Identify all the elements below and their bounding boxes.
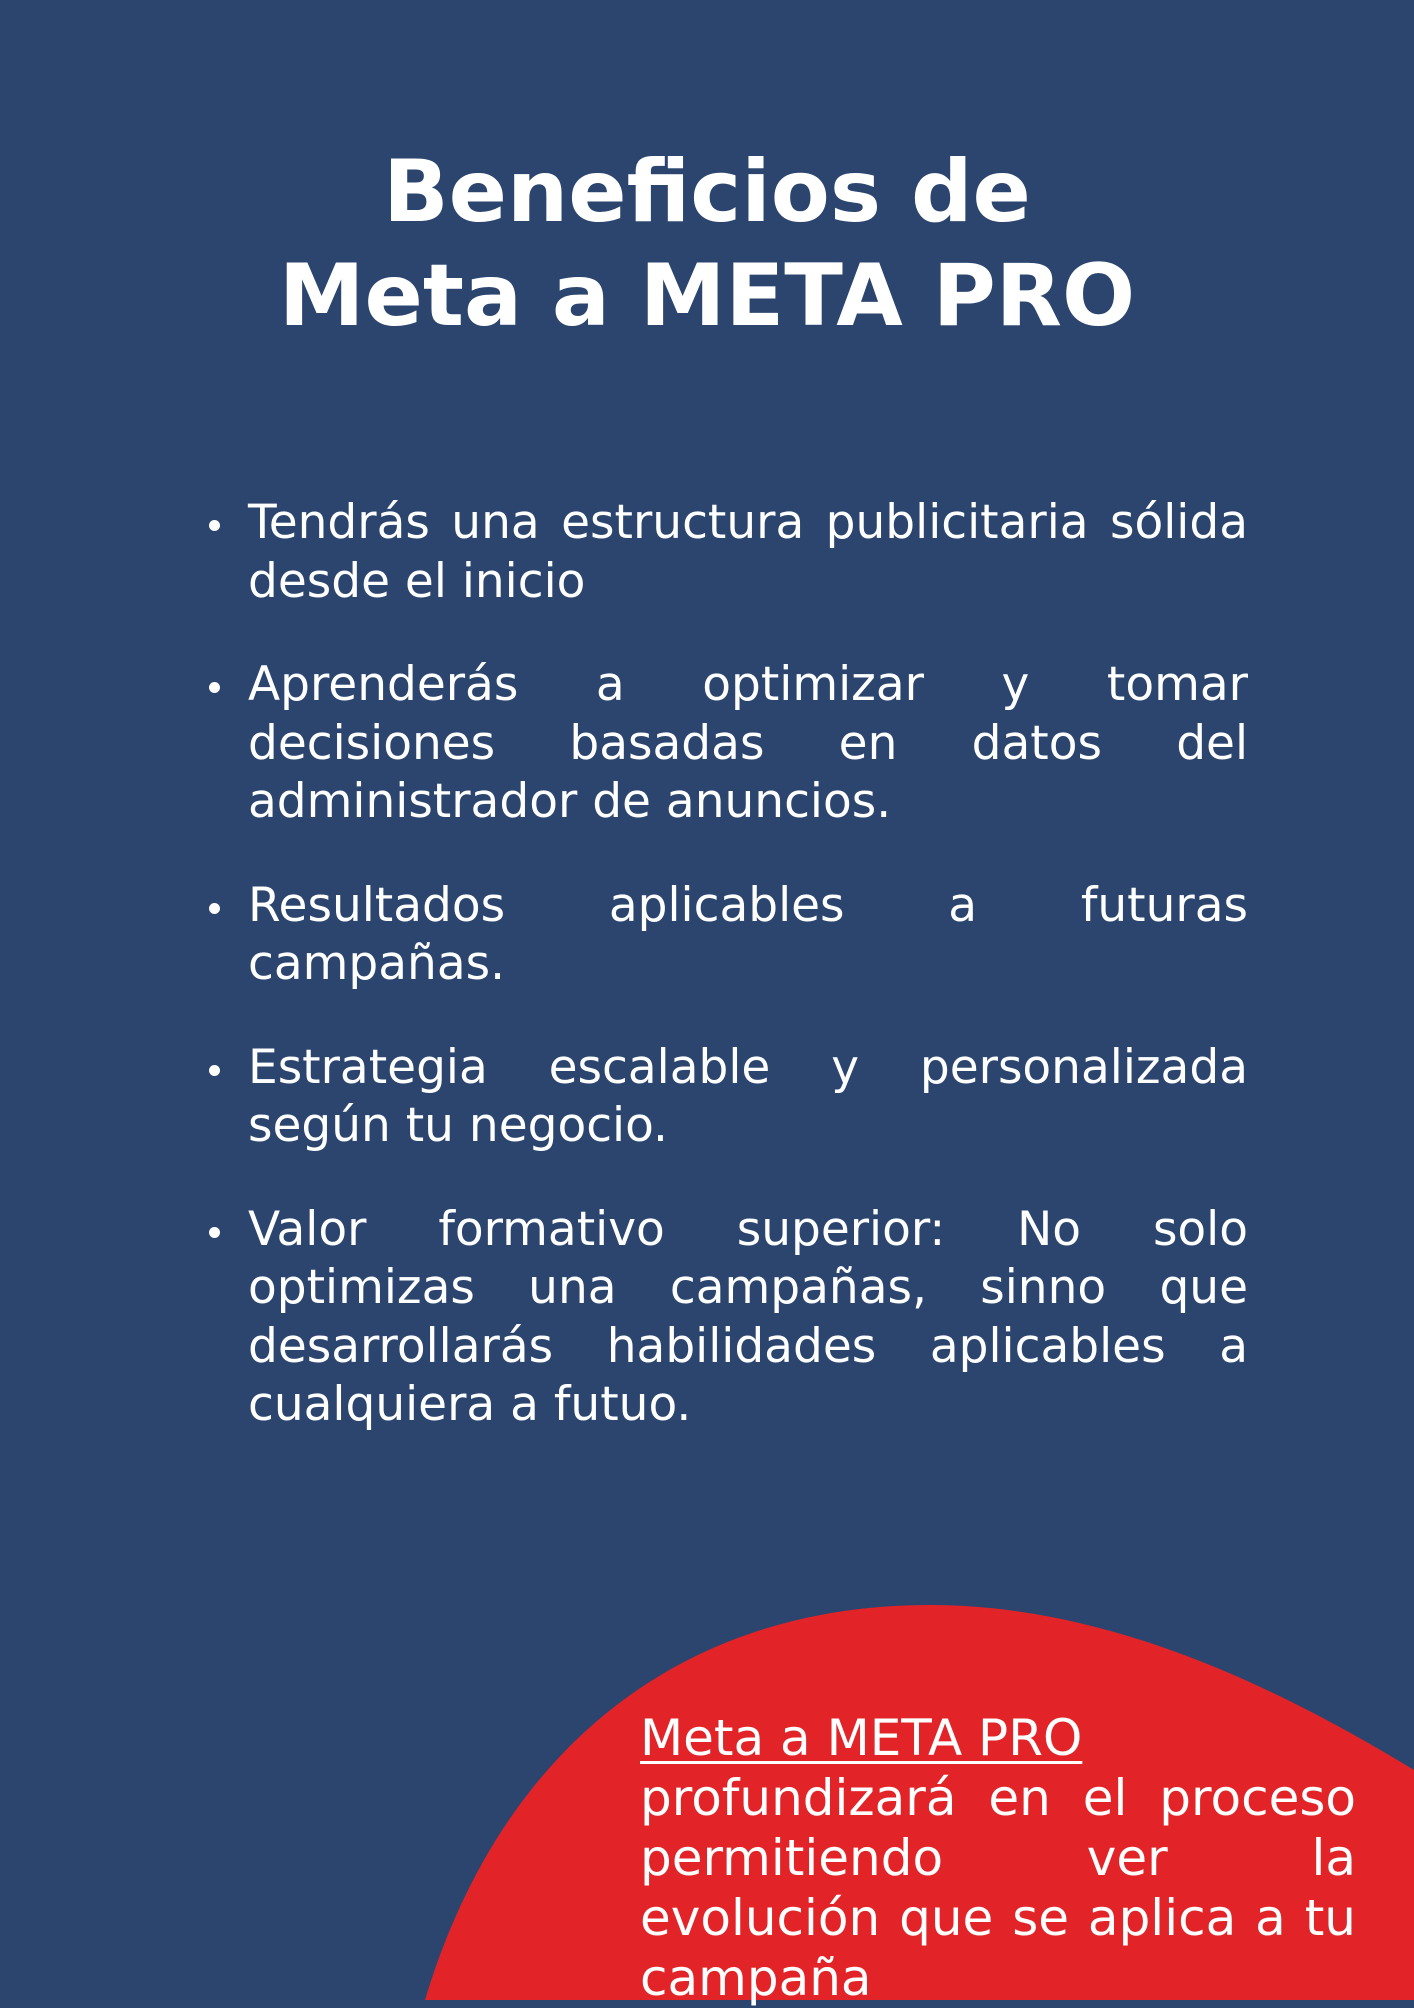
benefit-item [248, 1039, 1248, 1156]
footer-body-text: profundizará en el proceso permitiendo ver la evolución que se aplica a tu campaña [640, 1769, 1356, 2007]
benefit-text: Valor formativo superior: No solo optimizas una campañas, sinno que desarrollarás habilidades aplicables a cualquiera a futuo. [248, 1201, 1248, 1432]
benefit-text: Tendrás una estructura publicitaria sólida desde el inicio [248, 495, 1248, 609]
benefit-item [248, 494, 1248, 611]
benefit-text: Aprenderás a optimizar y tomar decisiones basadas en datos del administrador de anuncios. [248, 657, 1248, 829]
footer-callout [640, 1708, 1356, 2008]
footer-highlight-link[interactable]: Meta a META PRO [640, 1709, 1083, 1767]
benefit-item [248, 656, 1248, 832]
benefit-item [248, 1201, 1248, 1435]
benefit-text: Resultados aplicables a futuras campañas. [248, 877, 1248, 991]
bullet-icon [209, 682, 220, 693]
page-title [0, 140, 1414, 348]
bullet-icon [209, 1227, 220, 1238]
benefit-text: Estrategia escalable y personalizada según tu negocio. [248, 1039, 1248, 1153]
title-line-1: Beneficios de [383, 142, 1031, 242]
title-line-2: Meta a META PRO [278, 246, 1136, 346]
bullet-icon [209, 1065, 220, 1076]
benefits-list [248, 494, 1248, 1480]
bullet-icon [209, 903, 220, 914]
bullet-icon [209, 520, 220, 531]
benefit-item [248, 877, 1248, 994]
